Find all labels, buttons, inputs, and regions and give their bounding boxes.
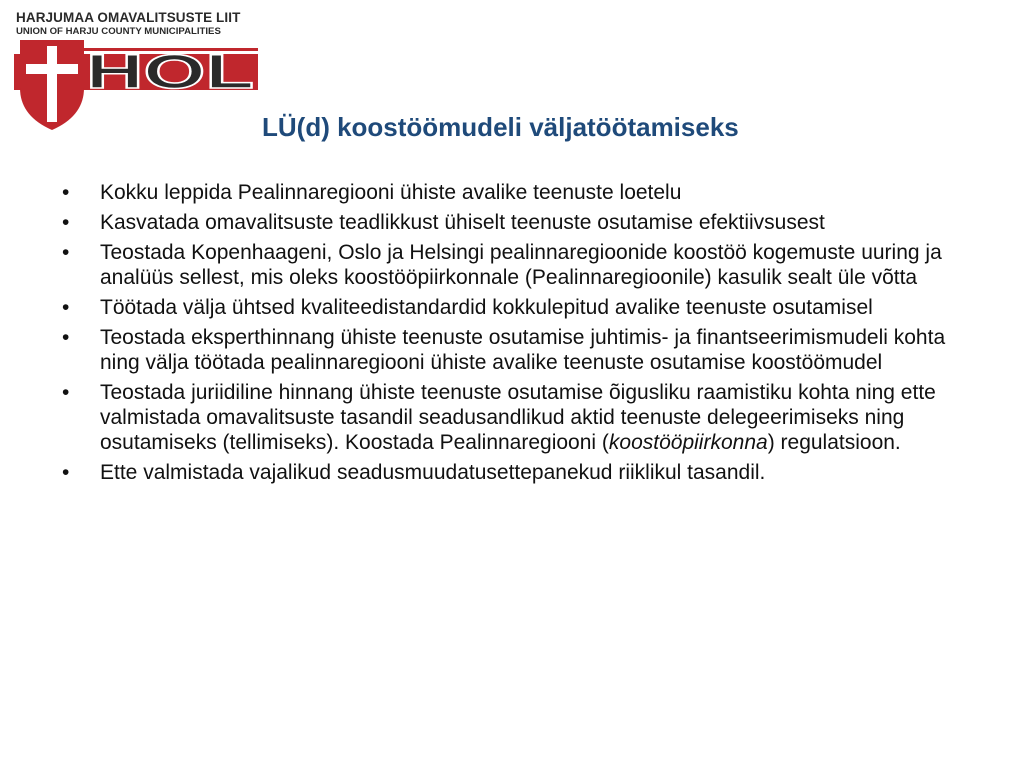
hol-logo xyxy=(14,10,258,130)
logo-org-name-et: HARJUMAA OMAVALITSUSTE LIIT xyxy=(16,10,241,25)
bullet-text-italic: koostööpiirkonna xyxy=(608,431,768,454)
list-item xyxy=(62,210,962,235)
list-item xyxy=(62,295,962,320)
list-item xyxy=(62,460,962,485)
bullet-icon: • xyxy=(62,241,70,264)
bullet-text: Kasvatada omavalitsuste teadlikkust ühiselt teenuste osutamise efektiivsusest xyxy=(100,211,825,234)
list-item xyxy=(62,180,962,205)
bullet-icon: • xyxy=(62,211,70,234)
bullet-text: Teostada Kopenhaageni, Oslo ja Helsingi pealinnaregioonide koostöö kogemuste uuring ja analüüs sellest, mis oleks koostööpiirkonnale (Pealinnaregioonile) kasulik sealt üle võtta xyxy=(100,241,942,289)
list-item xyxy=(62,380,962,455)
bullet-icon: • xyxy=(62,326,70,349)
bullet-icon: • xyxy=(62,296,70,319)
bullet-icon: • xyxy=(62,381,70,404)
bullet-text: Ette valmistada vajalikud seadusmuudatusettepanekud riiklikul tasandil. xyxy=(100,461,766,484)
bullet-text: Töötada välja ühtsed kvaliteedistandardid kokkulepitud avalike teenuste osutamisel xyxy=(100,296,873,319)
logo-mark-text: HOL xyxy=(86,46,254,99)
slide-title: LÜ(d) koostöömudeli väljatöötamiseks xyxy=(262,112,739,142)
shield-cross-horizontal xyxy=(26,64,78,74)
bullet-icon: • xyxy=(62,181,70,204)
hol-emblem-icon xyxy=(14,36,258,130)
shield-cross-vertical xyxy=(47,46,57,122)
bullet-text xyxy=(100,381,936,454)
bullet-text: Teostada eksperthinnang ühiste teenuste osutamise juhtimis- ja finantseerimismudeli kohta ning välja töötada pealinnaregiooni ühiste avalike teenuste osutamise koostöömudel xyxy=(100,326,946,374)
bullet-text-part: ) regulatsioon. xyxy=(767,431,901,454)
list-item xyxy=(62,325,962,375)
logo-org-name-en: UNION OF HARJU COUNTY MUNICIPALITIES xyxy=(16,26,221,37)
bullet-text-part: Teostada juriidiline hinnang ühiste teenuste osutamise õigusliku raamistiku kohta ning ette valmistada omavalitsuste tasandil seadusandlikud aktid teenuste delegeerimiseks ning osutamiseks (tellimiseks). Koostada Pealinnaregiooni ( xyxy=(100,381,936,454)
bullet-text: Kokku leppida Pealinnaregiooni ühiste avalike teenuste loetelu xyxy=(100,181,682,204)
bullet-icon: • xyxy=(62,461,70,484)
list-item xyxy=(62,240,962,290)
bullet-list xyxy=(62,180,962,490)
